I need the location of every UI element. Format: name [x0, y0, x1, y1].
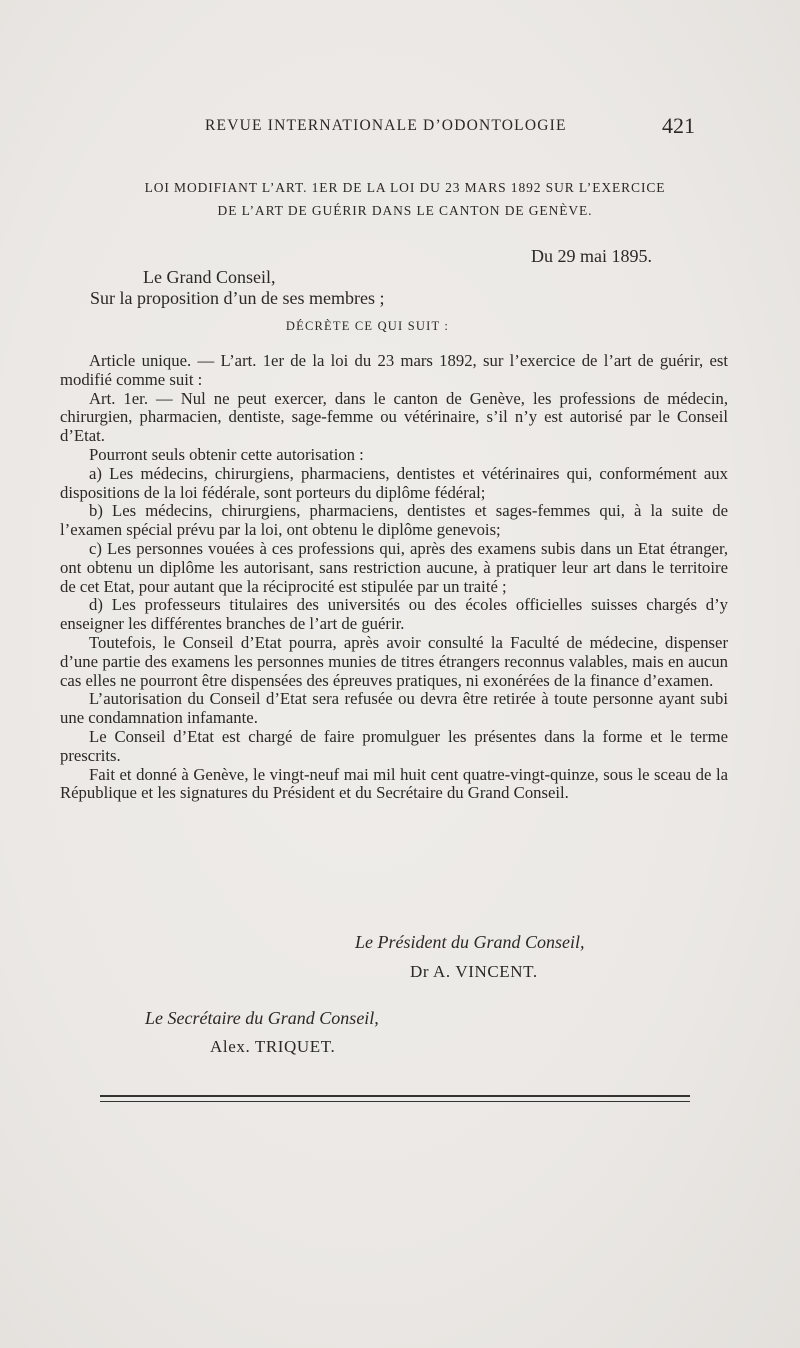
law-body — [60, 352, 728, 803]
intro-line-1: Le Grand Conseil, — [143, 267, 276, 287]
paragraph-item-a: a) Les médecins, chirurgiens, pharmaciens, dentistes et vétérinaires qui, conformément aux dispositions de la loi fédérale, sont porteurs du diplôme fédéral; — [60, 463, 728, 502]
paragraph-fait-et-donne: Fait et donné à Genève, le vingt-neuf mai mil huit cent quatre-vingt-quinze, sous le sceau de la République et les signatures du Président et du Secrétaire du Grand Conseil. — [60, 764, 728, 803]
paragraph-article-unique: Article unique. — L’art. 1er de la loi du 23 mars 1892, sur l’exercice de l’art de guérir, est modifié comme suit : — [60, 351, 728, 389]
journal-title: REVUE INTERNATIONALE D’ODONTOLOGIE — [205, 117, 567, 134]
law-date: Du 29 mai 1895. — [531, 246, 652, 266]
president-name: Dr A. VINCENT. — [410, 962, 538, 981]
closing-rule-thin — [100, 1101, 690, 1102]
president-title: Le Président du Grand Conseil, — [355, 932, 585, 952]
decree-heading: DÉCRÈTE CE QUI SUIT : — [285, 319, 450, 333]
paragraph-item-d: d) Les professeurs titulaires des universités ou des écoles officielles suisses chargés d’y enseigner les différentes branches de l’art de guérir. — [60, 595, 728, 634]
intro-line-2: Sur la proposition d’un de ses membres ; — [90, 288, 385, 308]
running-header — [205, 115, 695, 139]
paragraph-toutefois: Toutefois, le Conseil d’Etat pourra, après avoir consulté la Faculté de médecine, dispenser d’une partie des examens les personnes munies de titres étrangers reconnus valables, mais en aucun cas elles ne pourront être dispensées des épreuves pratiques, ni exonérées de la finance d’examen. — [60, 632, 728, 690]
closing-rule-thick — [100, 1095, 690, 1097]
paragraph-refusal: L’autorisation du Conseil d’Etat sera refusée ou devra être retirée à toute personne ayant subi une condamnation infamante. — [60, 689, 728, 728]
paragraph-promulgation: Le Conseil d’Etat est chargé de faire promulguer les présentes dans la forme et le terme prescrits. — [60, 726, 728, 765]
law-heading-line-2: DE L’ART DE GUÉRIR DANS LE CANTON DE GENÈVE. — [217, 203, 593, 218]
paragraph-authorization: Pourront seuls obtenir cette autorisation : — [89, 444, 364, 464]
law-heading-line-1: LOI MODIFIANT L’ART. 1ER DE LA LOI DU 23 MARS 1892 SUR L’EXERCICE — [144, 180, 666, 195]
paragraph-article-1: Art. 1er. — Nul ne peut exercer, dans le canton de Genève, les professions de médecin, chirurgien, pharmacien, dentiste, sage-femme ou vétérinaire, s’il n’y est autorisé par le Conseil d’Etat. — [60, 388, 728, 446]
secretary-title: Le Secrétaire du Grand Conseil, — [145, 1008, 379, 1028]
paragraph-item-b: b) Les médecins, chirurgiens, pharmaciens, dentistes et sages-femmes qui, à la suite de l’examen spécial prévu par la loi, ont obtenu le diplôme genevois; — [60, 501, 728, 540]
page-number: 421 — [662, 113, 695, 138]
paragraph-item-c: c) Les personnes vouées à ces professions qui, après des examens subis dans un Etat étranger, ont obtenu un diplôme les autorisant, sans restriction aucune, à pratiquer leur art dans le territoire de cet Etat, pour autant que la réciprocité est stipulée par un traité ; — [60, 538, 728, 596]
secretary-name: Alex. TRIQUET. — [210, 1037, 336, 1056]
